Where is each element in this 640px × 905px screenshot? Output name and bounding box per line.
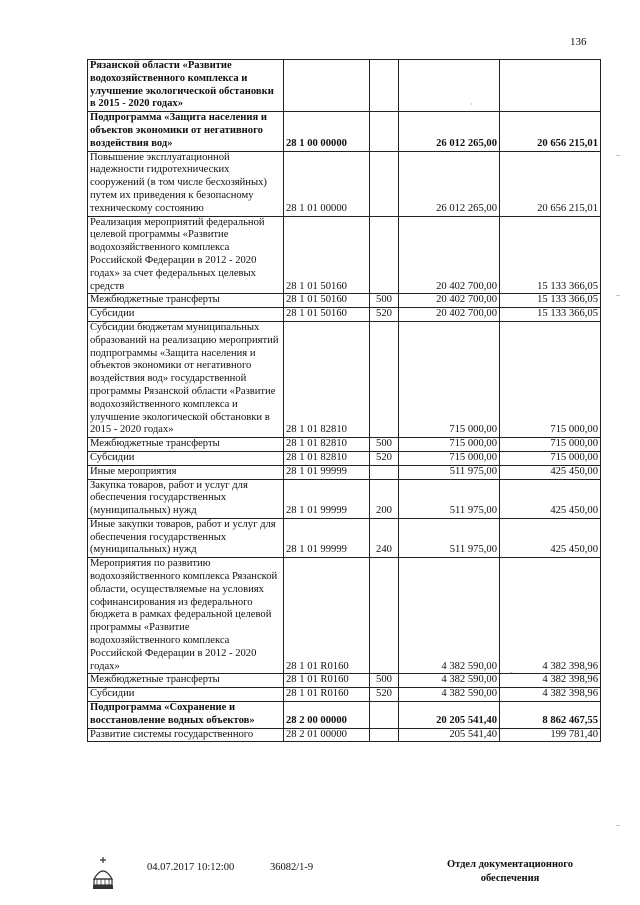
row-expense-type [370,702,399,729]
row-amount-1: 511 975,00 [399,518,500,557]
footer-doc-number: 36082/1-9 [270,862,314,873]
table-row [88,294,601,308]
row-code: 28 1 01 50160 [284,294,370,308]
row-code: 28 1 01 R0160 [284,688,370,702]
table-row [88,151,601,216]
row-name: Развитие системы государственного [88,728,284,742]
scan-dash: – [616,820,620,829]
row-expense-type [370,728,399,742]
row-expense-type: 500 [370,674,399,688]
row-name: Иные мероприятия [88,465,284,479]
row-amount-2: 715 000,00 [500,438,601,452]
row-code: 28 1 01 R0160 [284,558,370,674]
row-name: Межбюджетные трансферты [88,674,284,688]
row-code: 28 1 01 R0160 [284,674,370,688]
table-row [88,674,601,688]
row-expense-type: 520 [370,451,399,465]
row-name: Повышение эксплуатационной надежности гидротехнических сооружений (в том числе бесхозяйных) путем их приведения к безопасному техническому состоянию [88,151,284,216]
row-amount-2: 15 133 366,05 [500,308,601,322]
row-amount-2: 20 656 215,01 [500,151,601,216]
row-amount-2 [500,60,601,112]
row-amount-1: 715 000,00 [399,451,500,465]
row-amount-1: 715 000,00 [399,321,500,437]
row-expense-type [370,151,399,216]
row-code: 28 2 00 00000 [284,702,370,729]
row-name: Мероприятия по развитию водохозяйственного комплекса Рязанской области, осуществляемые на условиях софинансирования из федерального бюджета в рамках федеральной целевой программы «Развитие водохозяйственного комплекса Российской Федерации в 2012 - 2020 годах» [88,558,284,674]
row-amount-2: 15 133 366,05 [500,216,601,294]
row-amount-2: 4 382 398,96 [500,674,601,688]
row-expense-type [370,465,399,479]
table-row [88,216,601,294]
row-name: Рязанской области «Развитие водохозяйственного комплекса и улучшение экологической обстановки в 2015 - 2020 годах» [88,60,284,112]
row-amount-2: 4 382 398,96 [500,558,601,674]
row-name: Субсидии [88,451,284,465]
row-expense-type [370,112,399,151]
row-amount-2: 4 382 398,96 [500,688,601,702]
row-amount-1: 511 975,00 [399,479,500,518]
row-code: 28 1 01 82810 [284,438,370,452]
row-name: Подпрограмма «Сохранение и восстановление водных объектов» [88,702,284,729]
row-amount-2: 715 000,00 [500,321,601,437]
row-amount-2: 425 450,00 [500,479,601,518]
scan-dash: – [616,290,620,299]
row-expense-type: 240 [370,518,399,557]
row-name: Межбюджетные трансферты [88,438,284,452]
row-amount-1: 20 402 700,00 [399,216,500,294]
row-expense-type: 520 [370,308,399,322]
row-amount-2: 199 781,40 [500,728,601,742]
row-expense-type: 200 [370,479,399,518]
row-amount-2: 20 656 215,01 [500,112,601,151]
row-amount-1: 20 205 541,40 [399,702,500,729]
row-expense-type: 520 [370,688,399,702]
table-row [88,438,601,452]
footer-datetime: 04.07.2017 10:12:00 [147,862,235,873]
page-number: 136 [570,36,587,48]
footer-department: Отдел документационного обеспечения [446,859,574,884]
row-expense-type [370,60,399,112]
scan-dot: · [470,100,473,109]
row-expense-type [370,216,399,294]
row-name: Иные закупки товаров, работ и услуг для обеспечения государственных (муниципальных) нужд [88,518,284,557]
row-code: 28 2 01 00000 [284,728,370,742]
row-code: 28 1 01 99999 [284,479,370,518]
table-row [88,518,601,557]
row-expense-type [370,558,399,674]
scan-dash: - [510,668,513,677]
row-amount-1: 4 382 590,00 [399,558,500,674]
row-amount-1: 26 012 265,00 [399,151,500,216]
row-name: Закупка товаров, работ и услуг для обеспечения государственных (муниципальных) нужд [88,479,284,518]
table-row [88,321,601,437]
scan-dash: – [616,150,620,159]
table-row [88,702,601,729]
row-code: 28 1 00 00000 [284,112,370,151]
row-name: Подпрограмма «Защита населения и объектов экономики от негативного воздействия вод» [88,112,284,151]
row-name: Субсидии [88,308,284,322]
row-code [284,60,370,112]
table-row [88,688,601,702]
table-row [88,479,601,518]
row-amount-1: 205 541,40 [399,728,500,742]
row-code: 28 1 01 99999 [284,518,370,557]
row-expense-type [370,321,399,437]
row-amount-1 [399,60,500,112]
table-row [88,451,601,465]
table-row [88,558,601,674]
row-name: Субсидии бюджетам муниципальных образований на реализацию мероприятий подпрограммы «Защита населения и объектов экономики от негативного воздействия вод» государственной программы Рязанской области «Развитие водохозяйственного комплекса и улучшение экологической обстановки в 2015 - 2020 годах» [88,321,284,437]
row-code: 28 1 01 82810 [284,451,370,465]
table-row [88,465,601,479]
budget-table [87,59,601,742]
row-amount-1: 4 382 590,00 [399,674,500,688]
row-code: 28 1 01 82810 [284,321,370,437]
row-code: 28 1 01 00000 [284,151,370,216]
row-amount-2: 425 450,00 [500,518,601,557]
row-code: 28 1 01 50160 [284,308,370,322]
row-name: Межбюджетные трансферты [88,294,284,308]
row-amount-2: 715 000,00 [500,451,601,465]
row-name: Реализация мероприятий федеральной целевой программы «Развитие водохозяйственного комплекса Российской Федерации в 2012 - 2020 годах» за счет федеральных целевых средств [88,216,284,294]
row-amount-1: 511 975,00 [399,465,500,479]
row-name: Субсидии [88,688,284,702]
table-row [88,728,601,742]
row-amount-1: 26 012 265,00 [399,112,500,151]
row-expense-type: 500 [370,294,399,308]
duma-logo-icon [91,855,115,891]
row-expense-type: 500 [370,438,399,452]
table-row [88,60,601,112]
row-amount-2: 425 450,00 [500,465,601,479]
row-amount-1: 4 382 590,00 [399,688,500,702]
row-amount-1: 20 402 700,00 [399,308,500,322]
row-amount-2: 8 862 467,55 [500,702,601,729]
table-row [88,308,601,322]
row-amount-1: 20 402 700,00 [399,294,500,308]
row-amount-1: 715 000,00 [399,438,500,452]
table-row [88,112,601,151]
row-amount-2: 15 133 366,05 [500,294,601,308]
row-code: 28 1 01 50160 [284,216,370,294]
row-code: 28 1 01 99999 [284,465,370,479]
